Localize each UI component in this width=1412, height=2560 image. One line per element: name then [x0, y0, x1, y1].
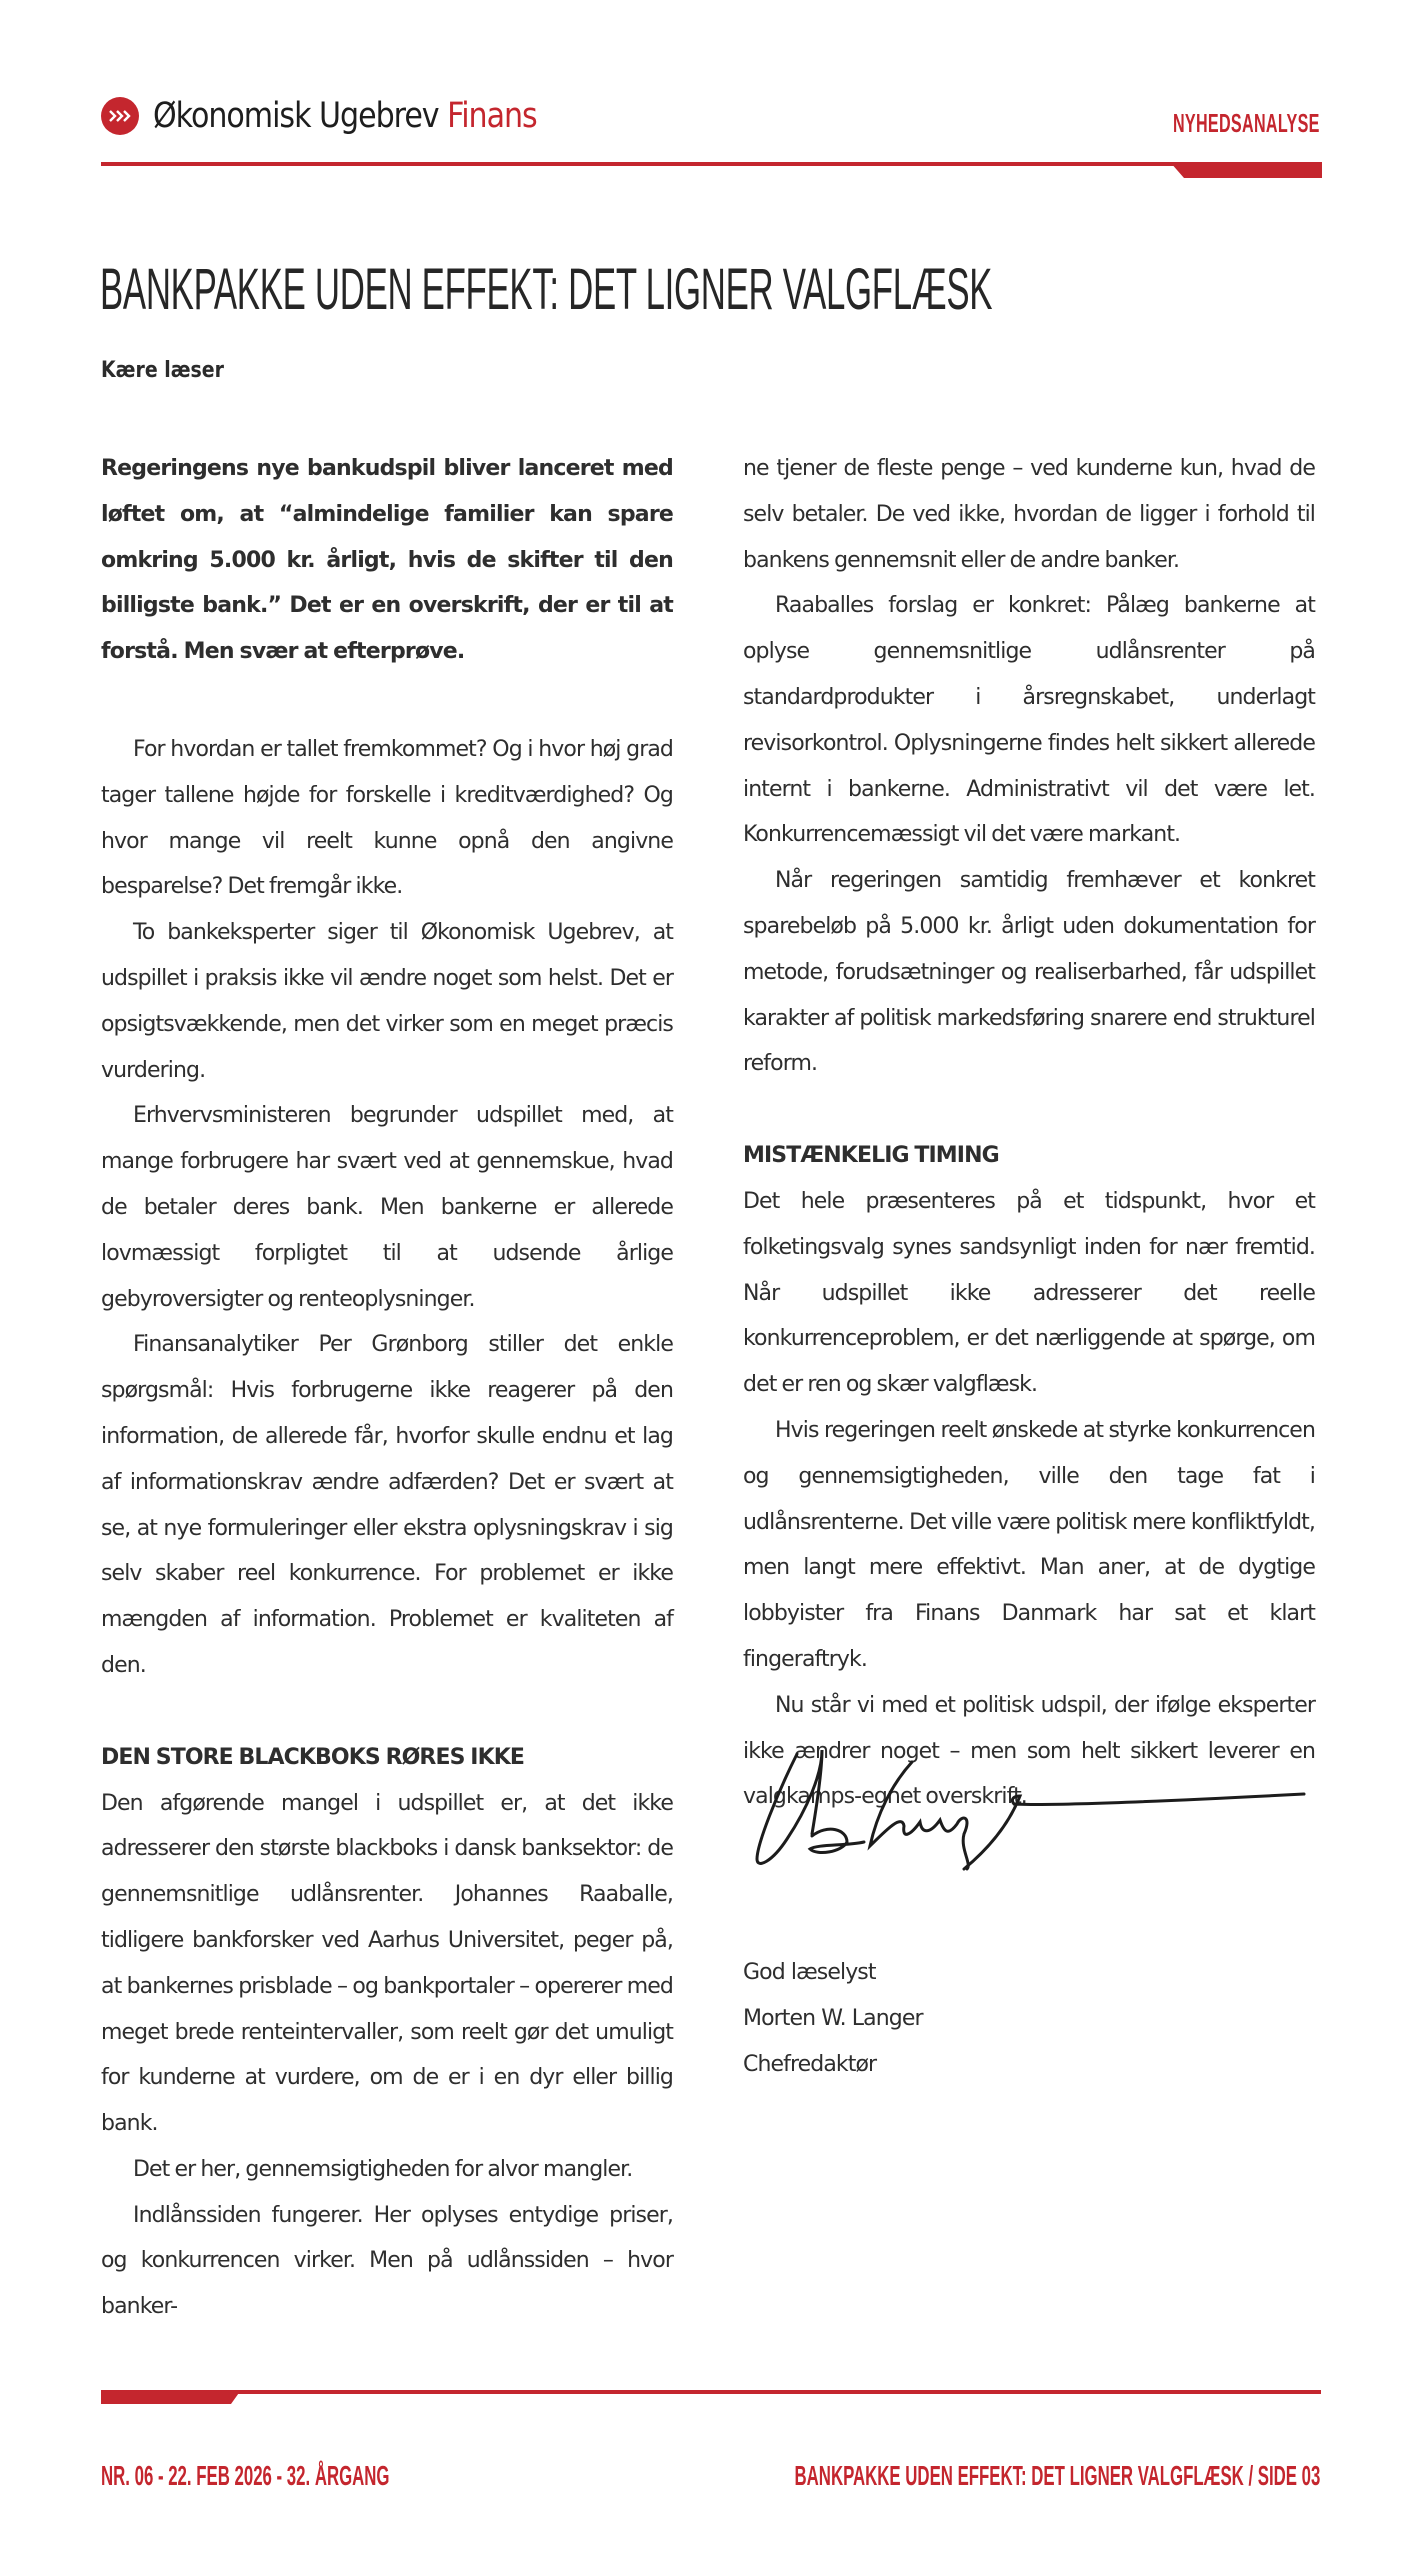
body-paragraph: Det er her, gennemsigtigheden for alvor mangler. [133, 2156, 633, 2182]
brand-logo[interactable] [101, 94, 599, 138]
body-paragraph: Nu står vi med et politisk udspil, der ifølge eksperter ikke ændrer noget – men som helt sikkert leverer en valgkamps-egnet overskrift. [743, 1692, 1315, 1810]
column-left [101, 446, 673, 2330]
body-paragraph: ne tjener de fleste penge – ved kunderne kun, hvad de selv betaler. De ved ikke, hvordan de ligger i forhold til bankens gennemsnit eller de andre banker. [743, 456, 1315, 573]
footer-rule-tab [101, 2390, 241, 2404]
section-heading: DEN STORE BLACKBOKS RØRES IKKE [101, 1744, 524, 1770]
lead-paragraph: Regeringens nye bankudspil bliver lanceret med løftet om, at “almindelige familier kan spare omkring 5.000 kr. årligt, hvis de skifter til den billigste bank.” Det er en overskrift, der er til at forstå. Men svær at efterprøve. [101, 456, 673, 665]
body-paragraph: Indlånssiden fungerer. Her oplyses entydige priser, og konkurrencen virker. Men på udlånssiden – hvor banker- [101, 2202, 673, 2320]
body-paragraph: Raaballes forslag er konkret: Pålæg bankerne at oplyse gennemsnitlige udlånsrenter på standardprodukter i årsregnskabet, underlagt revisorkontrol. Oplysningerne findes helt sikkert allerede internt i bankerne. Administrativt vil det være let. Konkurrencemæssigt vil det være markant. [743, 593, 1315, 848]
author-role: Chefredaktør [743, 2051, 877, 2077]
body-paragraph: Hvis regeringen reelt ønskede at styrke konkurrencen og gennemsigtigheden, ville den tage fat i udlånsrenterne. Det ville være politisk mere konfliktfyldt, men langt mere effektivt. Man aner, at de dygtige lobbyister fra Finans Danmark har sat et klart fingeraftryk. [743, 1417, 1315, 1672]
brand-accent: Finans [447, 96, 537, 136]
header-rule-tab [1170, 162, 1322, 178]
body-paragraph: Det hele præsenteres på et tidspunkt, hvor et folketingsvalg synes sandsynligt inden for nær fremtid. Når udspillet ikke adresserer det reelle konkurrenceproblem, er det nærliggende at spørge, om det er ren og skær valgflæsk. [743, 1188, 1315, 1398]
body-paragraph: For hvordan er tallet fremkommet? Og i hvor høj grad tager tallene højde for forskelle i kreditværdighed? Og hvor mange vil reelt kunne opnå den angivne besparelse? Det fremgår ikke. [101, 736, 673, 900]
column-right [743, 446, 1315, 1820]
brand-main: Økonomisk Ugebrev [153, 96, 439, 136]
signoff-greeting: God læselyst [743, 1960, 876, 1985]
signature-image [752, 1744, 1322, 1884]
salutation: Kære læser [101, 358, 224, 383]
body-paragraph: Erhvervsministeren begrunder udspillet med, at mange forbrugere har svært ved at gennemskue, hvad de betaler deres bank. Men bankerne er allerede lovmæssigt forpligtet til at udsende årlige gebyroversigter og renteoplysninger. [101, 1103, 673, 1312]
body-paragraph: Finansanalytiker Per Grønborg stiller det enkle spørgsmål: Hvis forbrugerne ikke reagerer på den information, de allerede får, hvorfor skulle endnu et lag af informationskrav ændre adfærden? Det er svært at se, at nye formuleringer eller ekstra oplysningskrav i sig selv skaber reel konkurrence. For problemet er ikke mængden af information. Problemet er kvaliteten af den. [101, 1332, 673, 1678]
section-label: NYHEDSANALYSE [1173, 108, 1320, 138]
running-title: BANKPAKKE UDEN EFFEKT: DET LIGNER VALGFLÆSK / SIDE 03 [794, 2460, 1320, 2491]
author-name: Morten W. Langer [743, 2005, 923, 2031]
body-paragraph: To bankeksperter siger til Økonomisk Ugebrev, at udspillet i praksis ikke vil ændre noget som helst. Det er opsigtsvækkende, men det virker som en meget præcis vurdering. [101, 920, 673, 1083]
body-paragraph: Når regeringen samtidig fremhæver et konkret sparebeløb på 5.000 kr. årligt uden dokumentation for metode, forudsætninger og realiserbarhed, får udspillet karakter af politisk markedsføring snarere end strukturel reform. [743, 868, 1315, 1077]
section-heading: MISTÆNKELIG TIMING [743, 1143, 999, 1169]
signoff [743, 1950, 923, 2087]
fast-forward-icon [101, 97, 139, 135]
brand-name [153, 96, 537, 136]
article-title: BANKPAKKE UDEN EFFEKT: DET LIGNER VALGFLÆSK [100, 257, 993, 322]
body-paragraph: Den afgørende mangel i udspillet er, at det ikke adresserer den største blackboks i dansk banksektor: de gennemsnitlige udlånsrenter. Johannes Raaballe, tidligere bankforsker ved Aarhus Universitet, peger på, at bankernes prisblade – og bankportaler – opererer med meget brede renteintervaller, som reelt gør det umuligt for kunderne at vurdere, om de er i en dyr eller billig bank. [101, 1790, 673, 2137]
issue-info: NR. 06 - 22. FEB 2026 - 32. ÅRGANG [101, 2460, 390, 2491]
header-rule [101, 162, 1321, 166]
footer-rule [101, 2390, 1321, 2394]
